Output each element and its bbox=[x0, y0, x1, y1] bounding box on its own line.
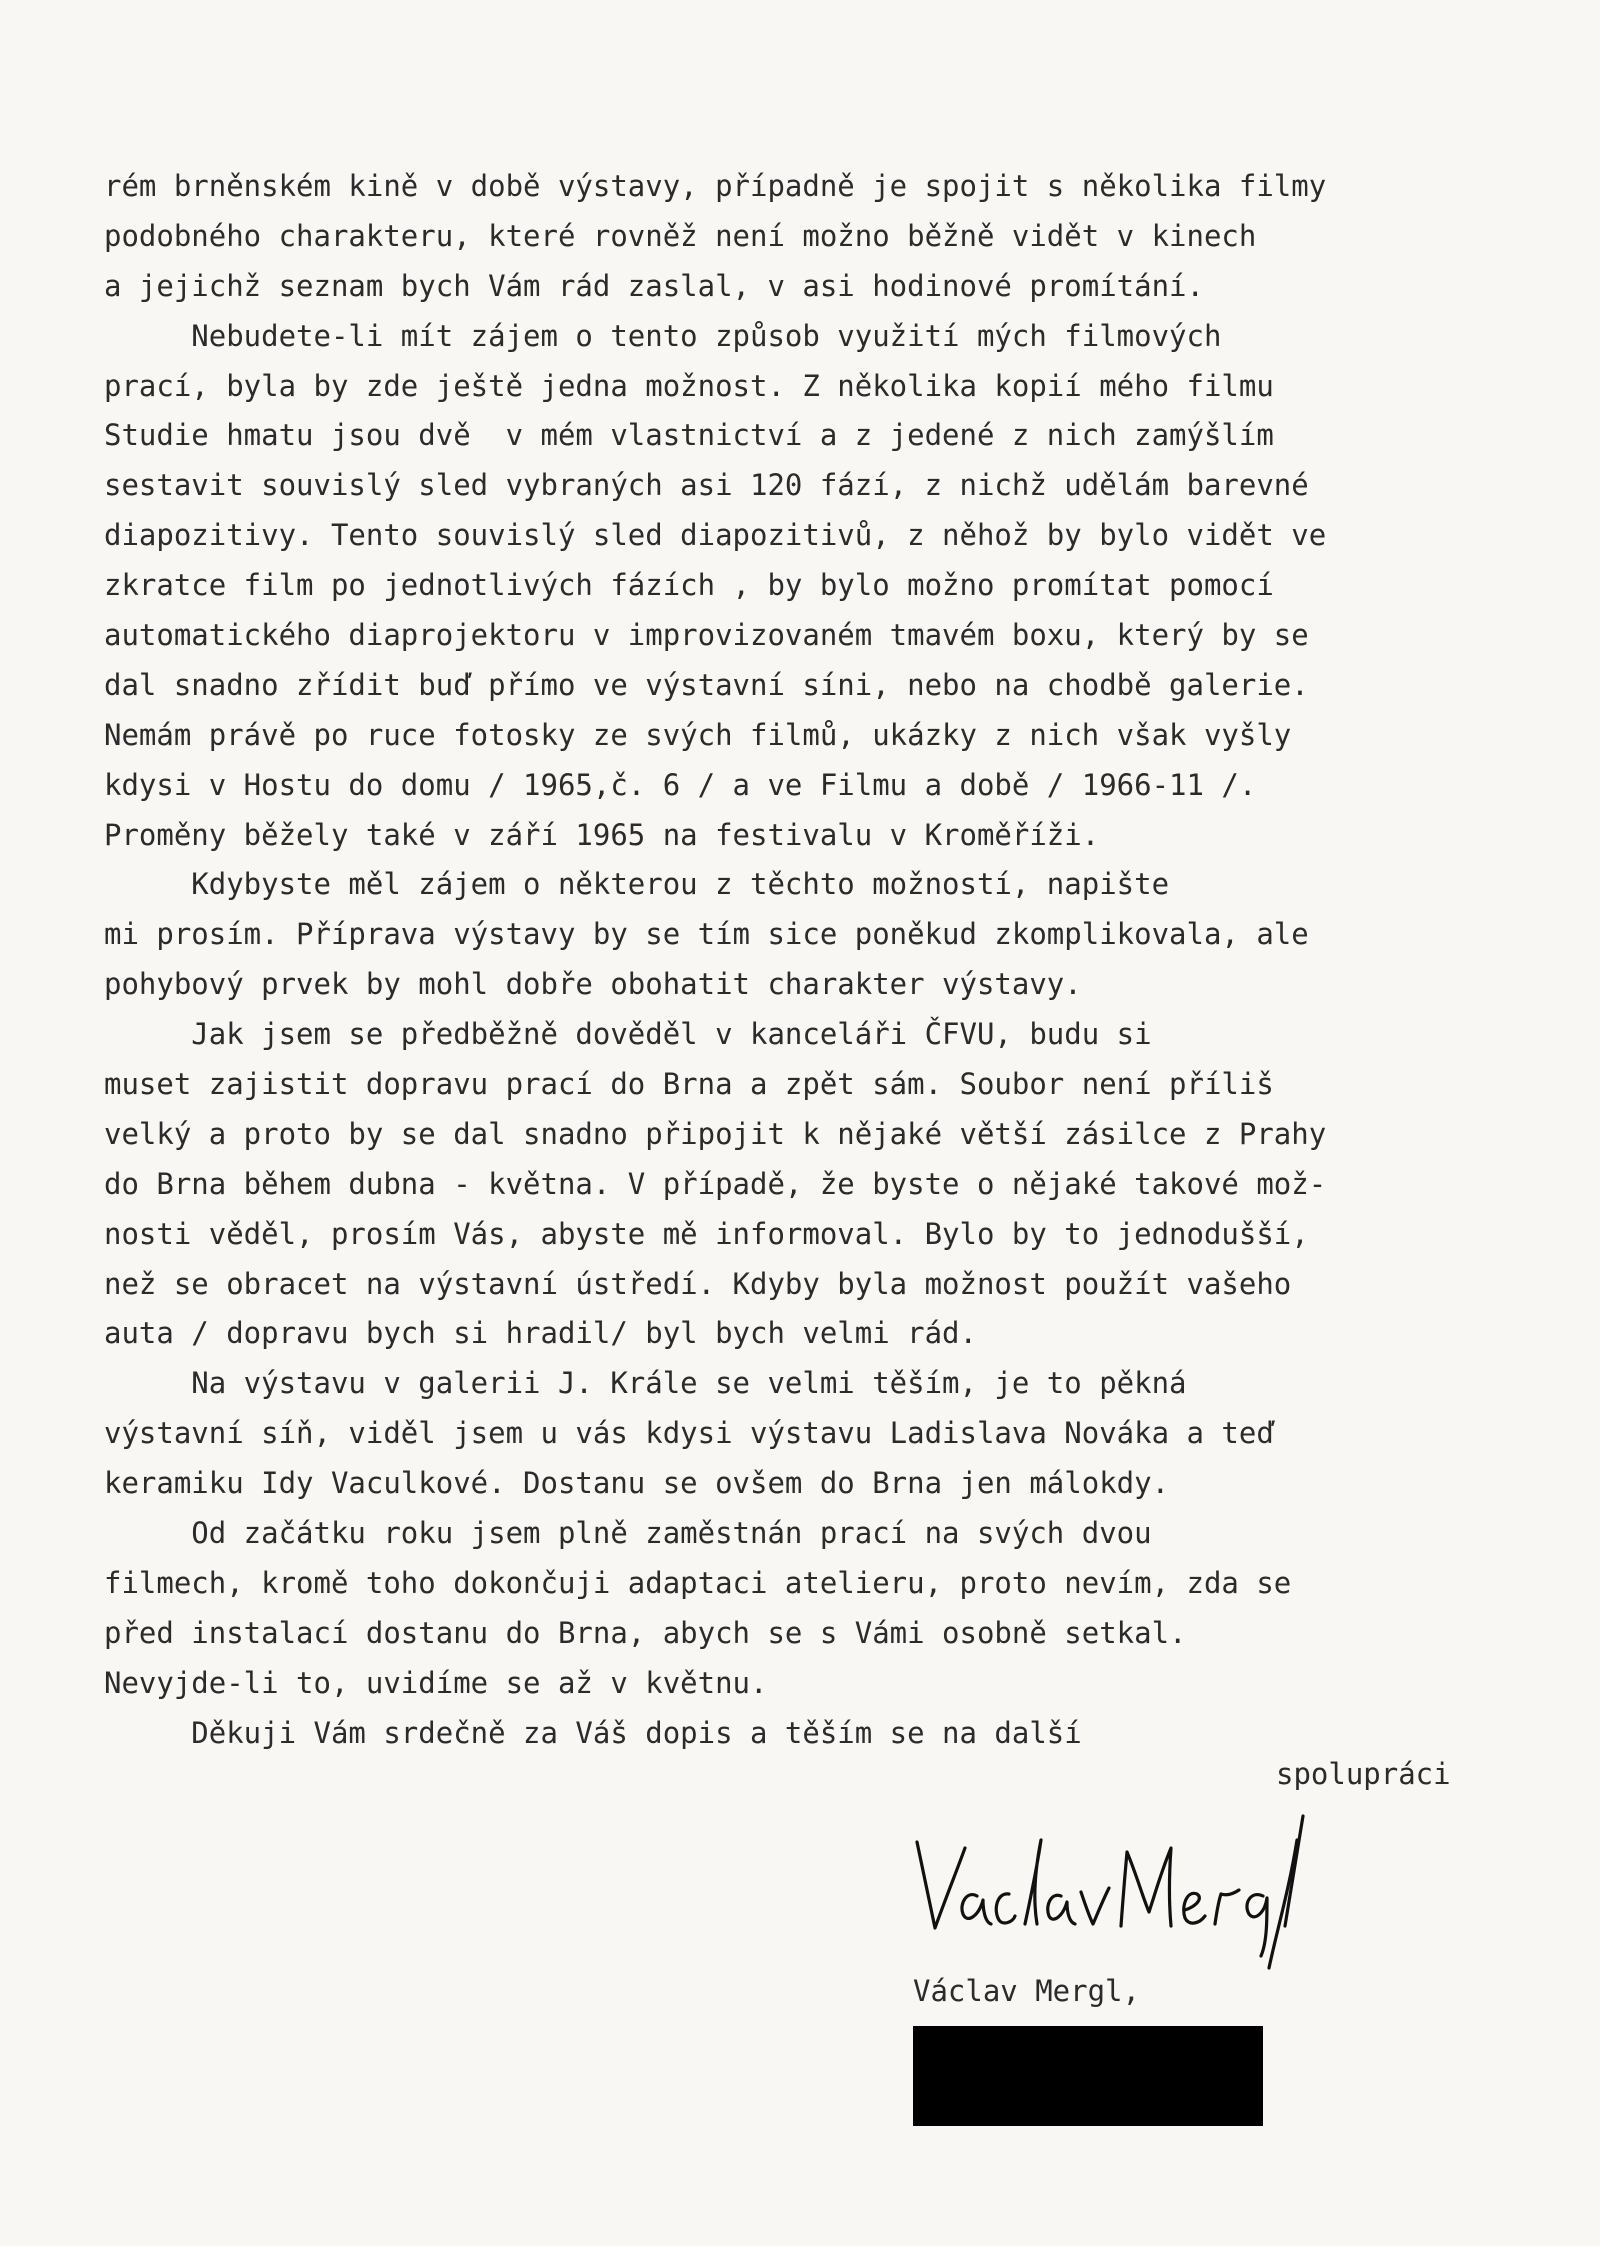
handwritten-signature bbox=[905, 1800, 1365, 1970]
letter-line: filmech, kromě toho dokončuji adaptaci atelieru, proto nevím, zda se bbox=[104, 1565, 1292, 1600]
letter-line: muset zajistit dopravu prací do Brna a zpět sám. Soubor není příliš bbox=[104, 1067, 1274, 1102]
letter-line: před instalací dostanu do Brna, abych se s Vámi osobně setkal. bbox=[104, 1615, 1187, 1650]
letter-line: automatického diaprojektoru v improvizovaném tmavém boxu, který by se bbox=[104, 618, 1309, 653]
letter-line: podobného charakteru, které rovněž není možno běžně vidět v kinech bbox=[104, 218, 1257, 253]
letter-line: Studie hmatu jsou dvě v mém vlastnictví a z jedené z nich zamýšlím bbox=[104, 418, 1274, 453]
letter-line: keramiku Idy Vaculkové. Dostanu se ovšem do Brna jen málokdy. bbox=[104, 1466, 1170, 1501]
letter-line: mi prosím. Příprava výstavy by se tím sice poněkud zkomplikovala, ale bbox=[104, 917, 1309, 952]
letter-line: velký a proto by se dal snadno připojit k nějaké větší zásilce z Prahy bbox=[104, 1116, 1327, 1151]
letter-line: do Brna během dubna - května. V případě, že byste o nějaké takové mož- bbox=[104, 1166, 1327, 1201]
letter-line: prací, byla by zde ještě jedna možnost. Z několika kopií mého filmu bbox=[104, 368, 1274, 403]
letter-line: Nevyjde-li to, uvidíme se až v květnu. bbox=[104, 1665, 768, 1700]
letter-line: Na výstavu v galerii J. Krále se velmi těším, je to pěkná bbox=[104, 1366, 1187, 1401]
typed-name: Václav Mergl, bbox=[913, 1974, 1140, 2008]
letter-line: Proměny běžely také v září 1965 na festivalu v Kroměříži. bbox=[104, 817, 1100, 852]
closing-word: spolupráci bbox=[1276, 1757, 1451, 1791]
letter-line: nosti věděl, prosím Vás, abyste mě informoval. Bylo by to jednodušší, bbox=[104, 1216, 1309, 1251]
letter-line: kdysi v Hostu do domu / 1965,č. 6 / a ve Filmu a době / 1966-11 /. bbox=[104, 767, 1257, 802]
letter-line: dal snadno zřídit buď přímo ve výstavní síni, nebo na chodbě galerie. bbox=[104, 667, 1309, 702]
letter-line: zkratce film po jednotlivých fázích , by bylo možno promítat pomocí bbox=[104, 568, 1274, 603]
letter-line: rém brněnském kině v době výstavy, případně je spojit s několika filmy bbox=[104, 169, 1327, 203]
letter-line: pohybový prvek by mohl dobře obohatit charakter výstavy. bbox=[104, 967, 1082, 1002]
letter-line: diapozitivy. Tento souvislý sled diapozitivů, z něhož by bylo vidět ve bbox=[104, 518, 1327, 553]
letter-line: výstavní síň, viděl jsem u vás kdysi výstavu Ladislava Nováka a teď bbox=[104, 1416, 1274, 1451]
letter-line: než se obracet na výstavní ústředí. Kdyby byla možnost použít vašeho bbox=[104, 1266, 1292, 1301]
letter-line: Kdybyste měl zájem o některou z těchto možností, napište bbox=[104, 867, 1170, 902]
letter-line: Jak jsem se předběžně dověděl v kanceláři ČFVU, budu si bbox=[104, 1017, 1152, 1052]
letter-line: a jejichž seznam bych Vám rád zaslal, v asi hodinové promítání. bbox=[104, 268, 1204, 303]
signature-text: Václav Mergl bbox=[905, 1800, 911, 1801]
redaction-block bbox=[913, 2026, 1263, 2126]
letter-line: auta / dopravu bych si hradil/ byl bych velmi rád. bbox=[104, 1316, 977, 1351]
letter-line: Od začátku roku jsem plně zaměstnán prací na svých dvou bbox=[104, 1516, 1152, 1551]
letter-body bbox=[104, 162, 1524, 1759]
letter-line: Nebudete-li mít zájem o tento způsob využití mých filmových bbox=[104, 318, 1222, 353]
letter-line: sestavit souvislý sled vybraných asi 120 fází, z nichž udělám barevné bbox=[104, 468, 1309, 503]
letter-line: Nemám právě po ruce fotosky ze svých filmů, ukázky z nich však vyšly bbox=[104, 717, 1292, 752]
letter-line: Děkuji Vám srdečně za Váš dopis a těším se na další bbox=[104, 1715, 1082, 1750]
